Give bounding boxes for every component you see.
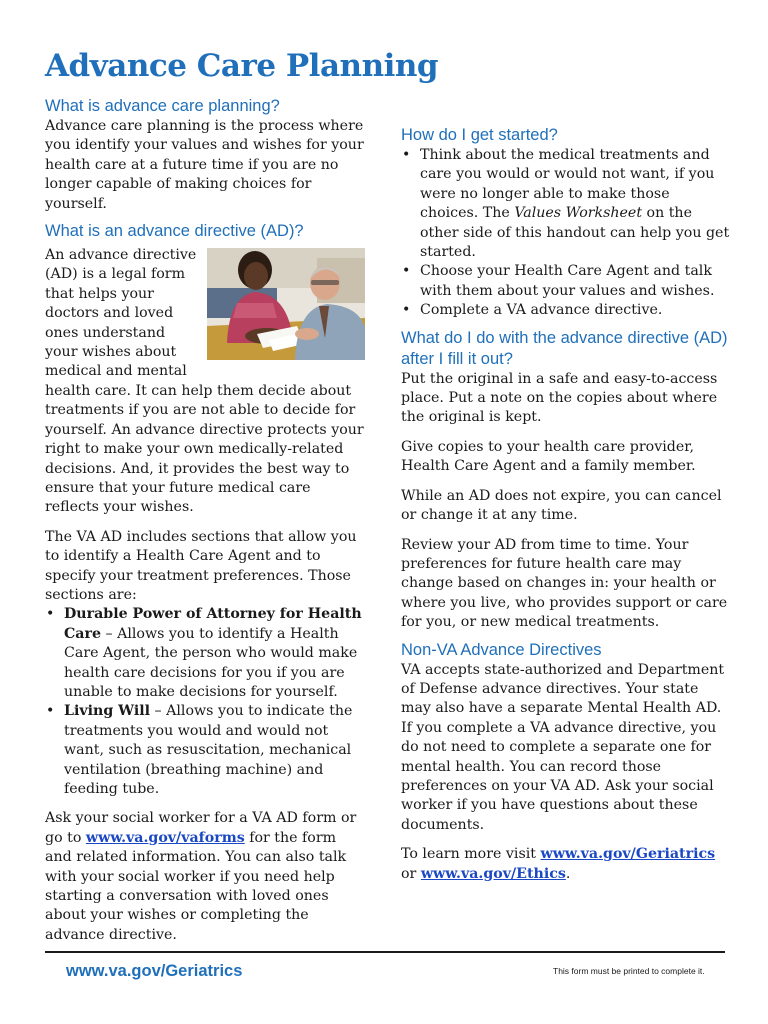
list-item (401, 262, 731, 301)
bullet-icon: • (402, 302, 411, 319)
list-item-text: Choose your Health Care Agent and talk with them about your values and wishes. (420, 263, 715, 299)
list-item (401, 146, 731, 262)
bullet-icon: • (402, 263, 411, 280)
get-started-list (401, 146, 731, 321)
bullet-icon: • (46, 606, 55, 623)
list-item-text: on the other side of this handout can help you get started. (420, 205, 730, 261)
learn-more-end: . (565, 865, 571, 882)
list-item-text: Think about the medical treatments and care you would or would not want, if you were no longer able to make those choices. The (420, 147, 715, 222)
learn-more-text: To learn more visit (401, 846, 541, 863)
consultation-photo-image (207, 248, 365, 360)
va-ad-sections-list (45, 605, 365, 799)
geriatrics-link[interactable]: www.va.gov/Geriatrics (540, 846, 716, 863)
acp-paragraph: Advance care planning is the process where you identify your values and wishes for your health care at a future time if you are no longer capable of making choices for yourself. (45, 118, 364, 212)
right-column (401, 125, 731, 884)
list-item-term: Durable Power of Attorney for Health Care (64, 606, 362, 642)
vaforms-link[interactable]: www.va.gov/vaforms (85, 829, 245, 846)
footer-print-note: This form must be printed to complete it. (553, 966, 705, 976)
bullet-icon: • (402, 147, 411, 163)
after-fill-paragraph-1: Put the original in a safe and easy-to-access place. Put a note on the copies about where the original is kept. (401, 370, 718, 426)
list-item (45, 605, 365, 702)
left-column (45, 96, 365, 945)
ask-text-after: for the form and related information. You can also talk with your social worker if you need help starting a conversation with loved ones about your wishes or completing the advance directive. (45, 829, 347, 943)
list-item-term: Living Will (64, 703, 151, 720)
footer-divider (45, 951, 725, 953)
ethics-link[interactable]: www.va.gov/Ethics (420, 865, 566, 882)
list-item (45, 702, 365, 799)
ask-text-before: Ask your social worker for a VA AD form or go to (45, 810, 357, 846)
list-item-text: – Allows you to identify a Health Care Agent, the person who would make health care decisions for you if you are unable to make decisions for yourself. (64, 625, 358, 700)
page-title: Advance Care Planning (45, 48, 439, 84)
ask-social-worker-paragraph (45, 809, 365, 945)
learn-more-paragraph (401, 845, 731, 884)
after-fill-paragraph-3: While an AD does not expire, you can cancel or change it at any time. (401, 487, 722, 524)
ad-paragraph: An advance directive (AD) is a legal form that helps your doctors and loved ones understand your wishes about medical and mental health care. It can help them decide about treatments if you are not able to decide for yourself. An advance directive protects your right to make your own medically-related decisions. And, it provides the best way to ensure that your future medical care reflects your wishes. (45, 247, 364, 516)
after-fill-paragraph-2: Give copies to your health care provider, Health Care Agent and a family member. (401, 438, 696, 475)
section-heading-get-started: How do I get started? (401, 126, 558, 144)
section-heading-what-is-ad: What is an advance directive (AD)? (45, 222, 304, 241)
bullet-icon: • (46, 703, 55, 720)
list-item-text: – Allows you to indicate the treatments you would and would not want, such as resuscitation, mechanical ventilation (breathing machine) and feeding tube. (64, 703, 353, 797)
section-heading-after-fill: What do I do with the advance directive (AD) after I fill it out? (401, 328, 728, 368)
va-ad-intro: The VA AD includes sections that allow you to identify a Health Care Agent and to specify your treatment preferences. Those sections are: (45, 528, 357, 603)
learn-more-or: or (401, 865, 421, 882)
ad-block (45, 246, 365, 518)
list-item (401, 301, 731, 320)
footer-url: www.va.gov/Geriatrics (66, 962, 243, 980)
section-heading-what-is-acp: What is advance care planning? (45, 97, 280, 115)
list-item-text: Complete a VA advance directive. (420, 302, 663, 319)
values-worksheet-title: Values Worksheet (514, 205, 643, 222)
after-fill-paragraph-4: Review your AD from time to time. Your preferences for future health care may change based on changes in: your health or where you live, who provides support or care for you, or new medical treatments. (401, 536, 728, 631)
consultation-photo (207, 248, 365, 360)
non-va-paragraph: VA accepts state-authorized and Department of Defense advance directives. Your state may also have a separate Mental Health AD. If you complete a VA advance directive, you do not need to complete a separate one for mental health. You can record those preferences on your VA AD. Ask your social worker if you have questions about these documents. (401, 661, 725, 833)
section-heading-non-va: Non-VA Advance Directives (401, 640, 602, 659)
